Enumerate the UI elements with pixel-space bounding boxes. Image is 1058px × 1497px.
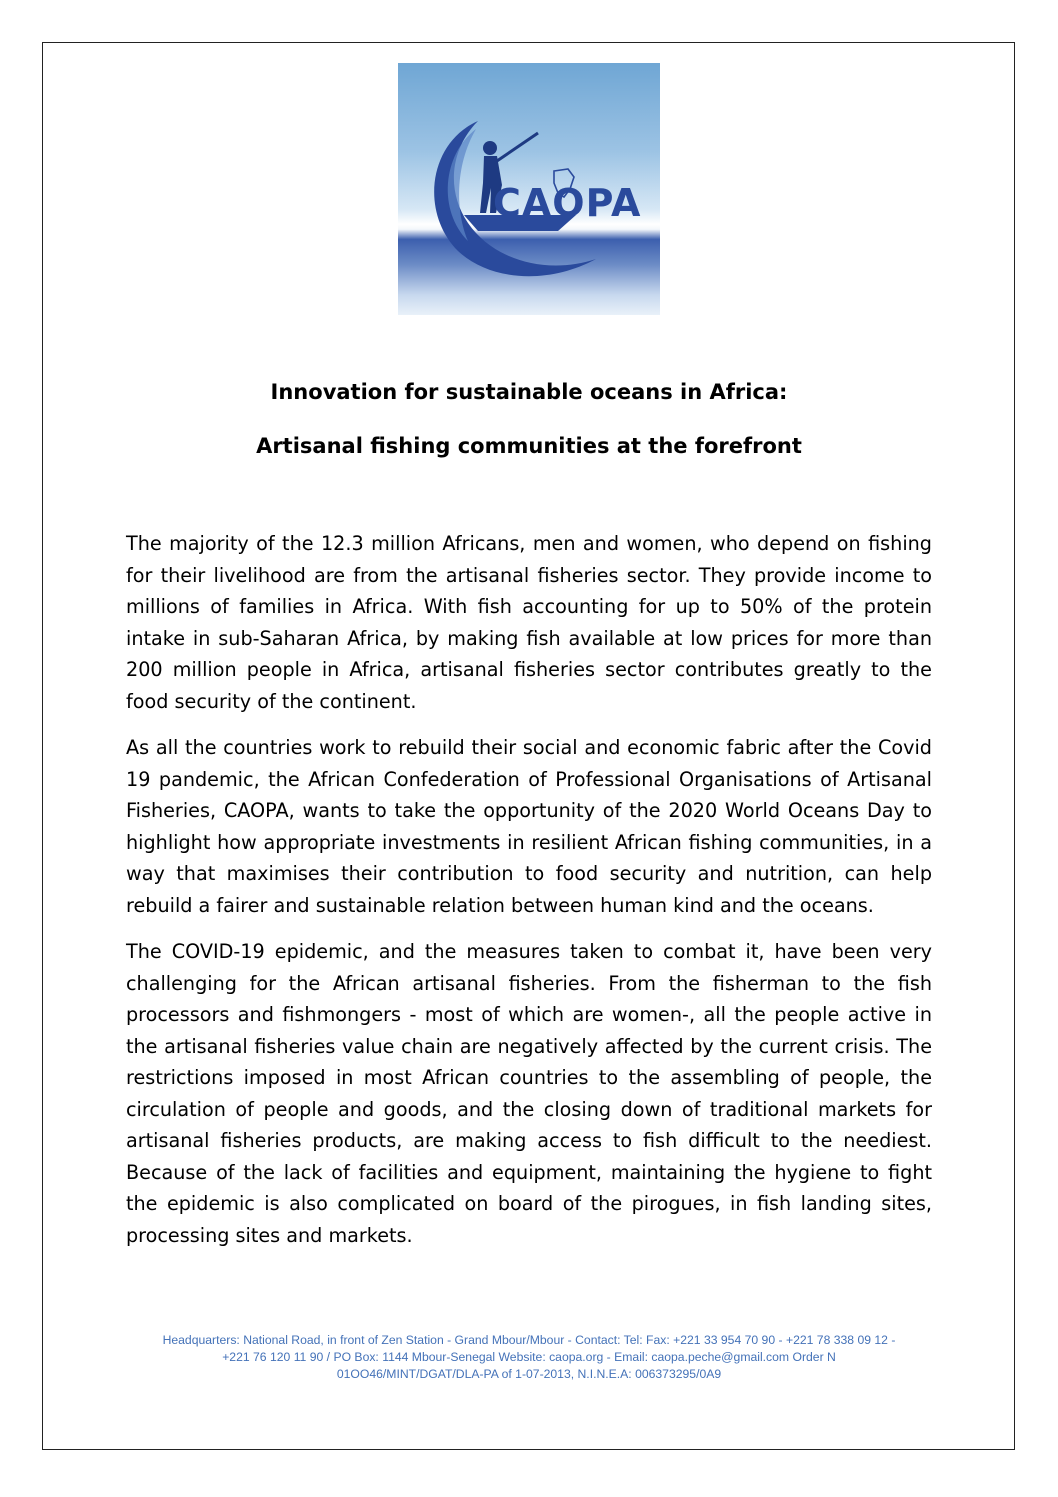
title-line-1: Innovation for sustainable oceans in Africa: bbox=[270, 380, 788, 404]
paragraph: The majority of the 12.3 million Africans, men and women, who depend on fishing for their livelihood are from the artisanal fisheries sector. They provide income to millions of families in Africa. With fish accounting for up to 50% of the protein intake in sub-Saharan Africa, by making fish available at low prices for more than 200 million people in Africa, artisanal fisheries sector contributes greatly to the food security of the continent. bbox=[126, 532, 932, 713]
footer-contact bbox=[120, 1332, 938, 1383]
footer-line: Headquarters: National Road, in front of Zen Station - Grand Mbour/Mbour - Contact: Tel: Fax: +221 33 954 70 90 - +221 78 338 09 12 - bbox=[162, 1333, 896, 1347]
footer-line: 01OO46/MINT/DGAT/DLA-PA of 1-07-2013, N.I.N.E.A: 006373295/0A9 bbox=[336, 1367, 722, 1381]
title-line-2: Artisanal fishing communities at the forefront bbox=[256, 434, 802, 458]
body-text bbox=[126, 528, 932, 1266]
caopa-logo bbox=[398, 63, 660, 315]
paragraph: The COVID-19 epidemic, and the measures taken to combat it, have been very challenging for the African artisanal fisheries. From the fisherman to the fish processors and fishmongers - most of which are women-, all the people active in the artisanal fisheries value chain are negatively affected by the current crisis. The restrictions imposed in most African countries to the assembling of people, the circulation of people and goods, and the closing down of traditional markets for artisanal fisheries products, are making access to fish difficult to the neediest. Because of the lack of facilities and equipment, maintaining the hygiene to fight the epidemic is also complicated on board of the pirogues, in fish landing sites, processing sites and markets. bbox=[126, 940, 932, 1247]
footer-line: +221 76 120 11 90 / PO Box: 1144 Mbour-Senegal Website: caopa.org - Email: caopa.peche@gmail.com Order N bbox=[222, 1350, 836, 1364]
logo-text: CAOPA bbox=[493, 181, 642, 225]
paragraph: As all the countries work to rebuild their social and economic fabric after the Covid 19 pandemic, the African Confederation of Professional Organisations of Artisanal Fisheries, CAOPA, wants to take the opportunity of the 2020 World Oceans Day to highlight how appropriate investments in resilient African fishing communities, in a way that maximises their contribution to food security and nutrition, can help rebuild a fairer and sustainable relation between human kind and the oceans. bbox=[126, 736, 932, 917]
